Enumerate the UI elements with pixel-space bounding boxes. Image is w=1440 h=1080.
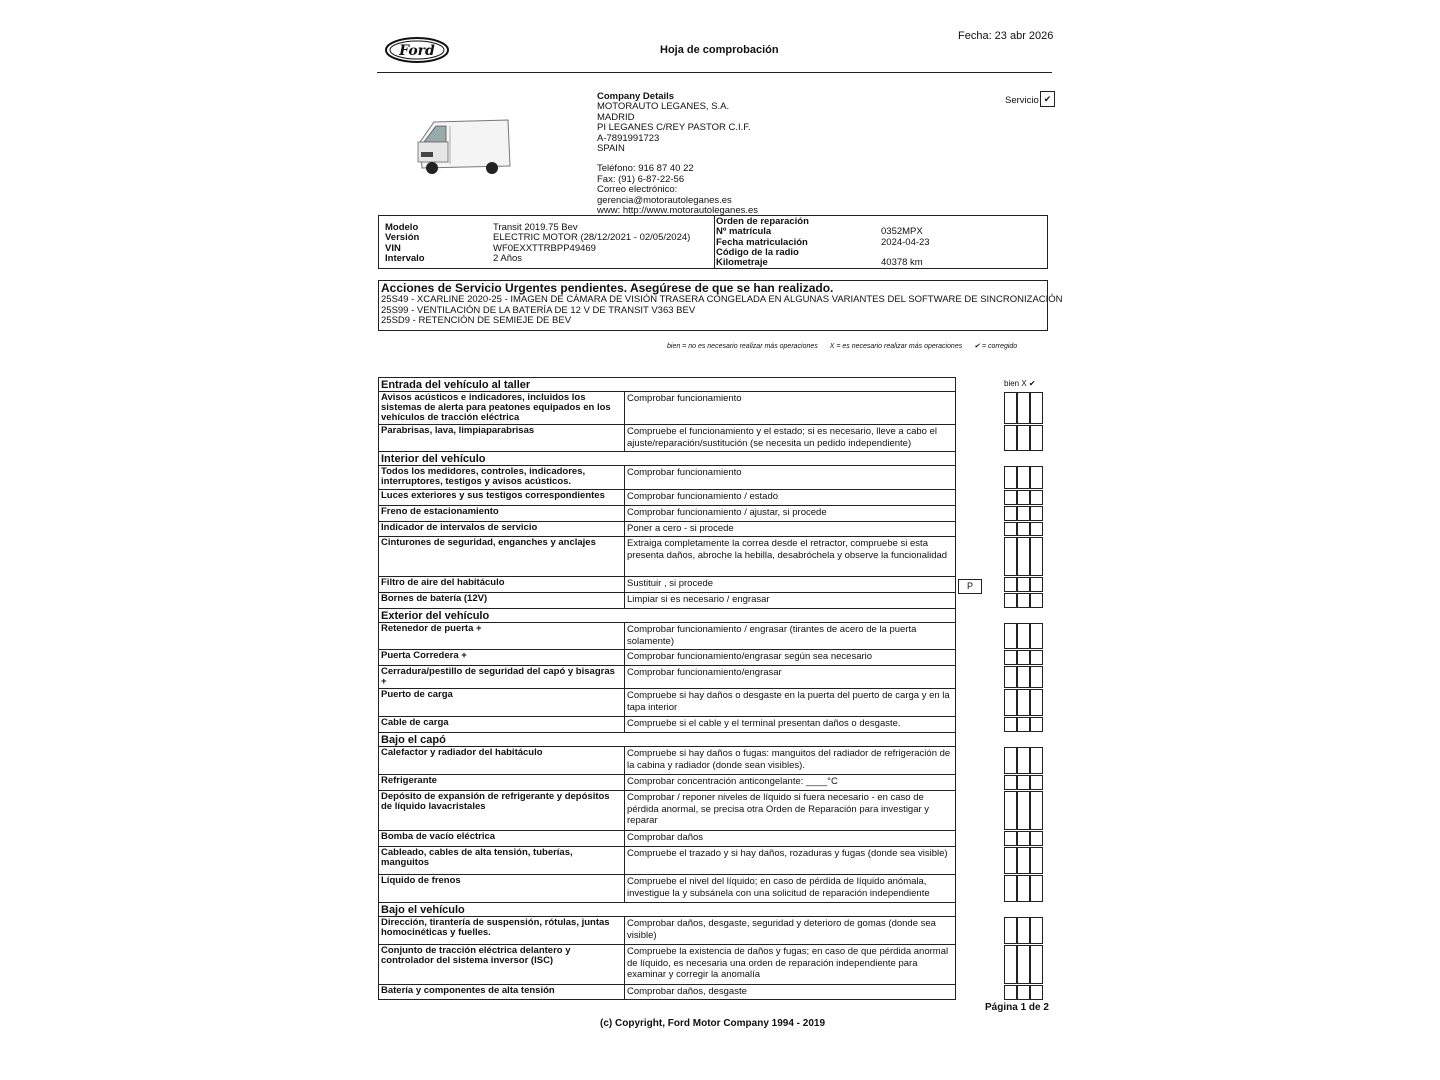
check-cell[interactable] (1017, 466, 1030, 489)
check-cell[interactable] (1004, 945, 1017, 984)
check-cell[interactable] (1030, 717, 1043, 732)
check-cell[interactable] (1017, 425, 1030, 451)
item-label: Retenedor de puerta + (379, 623, 625, 649)
interval-label: Intervalo (385, 252, 425, 264)
table-row (378, 716, 956, 732)
table-row (378, 665, 956, 688)
check-cell[interactable] (1030, 522, 1043, 536)
header-divider (377, 72, 1052, 73)
table-row (378, 688, 956, 716)
check-cell[interactable] (1017, 831, 1030, 846)
item-label: Parabrisas, lava, limpiaparabrisas (379, 425, 625, 451)
check-cell[interactable] (1004, 650, 1017, 665)
urgent-action-item: 25S49 - XCARLINE 2020-25 - IMAGEN DE CÁMARA DE VISIÓN TRASERA CONGELADA EN ALGUNAS VARIANTES DEL SOFTWARE DE SINCRONIZACIÓN (381, 294, 1063, 305)
mileage-label: Kilometraje (716, 257, 768, 269)
check-cell[interactable] (1030, 917, 1043, 944)
registration-date-value: 2024-04-23 (881, 236, 930, 248)
company-fax: Fax: (91) 6-87-22-56 (597, 173, 685, 185)
vehicle-values (493, 223, 690, 264)
check-cell[interactable] (1004, 490, 1017, 505)
table-row (378, 622, 956, 649)
company-line: PI LEGANES C/REY PASTOR C.I.F. (597, 122, 751, 134)
item-action: Comprobar concentración anticongelante: ____°C (627, 776, 838, 787)
check-cell[interactable] (1004, 791, 1017, 830)
item-action: Compruebe si hay daños o fugas: manguitos del radiador de refrigeración de la cabina y radiador (donde sean visibles). (627, 748, 951, 771)
item-action: Comprobar daños (627, 832, 704, 843)
page-number: Página 1 de 2 (985, 1002, 1049, 1013)
check-cell[interactable] (1017, 522, 1030, 536)
check-cell[interactable] (1017, 506, 1030, 521)
item-action: Compruebe el funcionamiento y el estado; si es necesario, lleve a cabo el ajuste/reparación/sustitución (se necesita un pedido independiente) (627, 426, 937, 449)
item-action: Poner a cero - si procede (627, 523, 734, 534)
urgent-action-item: 25SD9 - RETENCIÓN DE SEMIEJE DE BEV (381, 315, 572, 326)
check-cell[interactable] (1017, 593, 1030, 608)
urgent-actions-heading: Acciones de Servicio Urgentes pendientes. Asegúrese de que se han realizado. (381, 281, 834, 295)
item-label: Avisos acústicos e indicadores, incluidos los sistemas de alerta para peatones equipados en los vehículos de tracción eléctrica (379, 392, 625, 424)
check-cell[interactable] (1004, 847, 1017, 874)
legend-x: X = es necesario realizar más operaciones (829, 343, 963, 350)
item-label: Indicador de intervalos de servicio (379, 522, 625, 536)
check-cell[interactable] (1017, 917, 1030, 944)
check-cell[interactable] (1030, 747, 1043, 774)
check-cell[interactable] (1030, 506, 1043, 521)
item-label: Batería y componentes de alta tensión (379, 985, 625, 999)
table-row (378, 874, 956, 902)
date: Fecha: 23 abr 2026 (958, 30, 1054, 42)
urgent-actions-box (378, 280, 1063, 331)
check-cell[interactable] (1030, 945, 1043, 984)
check-cell[interactable] (1030, 623, 1043, 649)
table-row (378, 774, 956, 790)
item-label: Filtro de aire del habitáculo (379, 577, 625, 592)
check-cell[interactable] (1017, 945, 1030, 984)
check-cell[interactable] (1004, 831, 1017, 846)
item-label: Cinturones de seguridad, enganches y anclajes (379, 537, 625, 576)
table-row (378, 944, 956, 984)
item-action: Comprobar funcionamiento / engrasar (tirantes de acero de la puerta solamente) (627, 624, 917, 647)
check-cell[interactable] (1004, 392, 1017, 424)
item-label: Cableado, cables de alta tensión, tuberías, manguitos (379, 847, 625, 874)
check-cell[interactable] (1004, 875, 1017, 902)
plate-label: Nº matrícula (716, 226, 772, 238)
item-action: Compruebe si hay daños o desgaste en la puerta del puerto de carga y en la tapa interior (627, 690, 950, 713)
version-label: Versión (385, 232, 420, 244)
item-action: Comprobar funcionamiento/engrasar según sea necesario (627, 651, 873, 662)
item-action: Comprobar funcionamiento / estado (627, 491, 779, 502)
check-cell[interactable] (1030, 831, 1043, 846)
item-action: Comprobar / reponer niveles de líquido si fuera necesario - en caso de pérdida anormal, se precisa otra Orden de Reparación para investigar y reparar (627, 792, 930, 826)
check-cell[interactable] (1030, 392, 1043, 424)
legend-ok: bien = no es necesario realizar más operaciones (667, 343, 818, 350)
check-cell[interactable] (1030, 985, 1043, 1000)
check-cell[interactable] (1004, 577, 1017, 592)
check-cell[interactable] (1004, 717, 1017, 732)
vehicle-labels (385, 223, 425, 264)
check-cell[interactable] (1004, 747, 1017, 774)
item-action: Compruebe si el cable y el terminal presentan daños o desgaste. (627, 718, 901, 729)
item-action: Comprobar funcionamiento / ajustar, si procede (627, 507, 827, 518)
mark-column (1004, 0, 1050, 1000)
servicio-checkbox[interactable]: ✔ (1040, 91, 1055, 107)
check-cell[interactable] (1017, 875, 1030, 902)
table-row (378, 790, 956, 830)
item-action: Comprobar daños, desgaste (627, 986, 747, 997)
check-cell[interactable] (1030, 666, 1043, 688)
table-row (378, 592, 956, 608)
table-row (378, 746, 956, 774)
item-action: Compruebe el nivel del líquido; en caso de pérdida de líquido anómala, investigue la y subsánela con una solicitud de reparación independiente (627, 876, 930, 899)
item-label: Todos los medidores, controles, indicadores, interruptores, testigos y avisos acústicos. (379, 466, 625, 489)
check-cell[interactable] (1030, 689, 1043, 716)
item-label: Cerradura/pestillo de seguridad del capó y bisagras + (379, 666, 625, 688)
vin-value: WF0EXXTTRBPP49469 (493, 242, 596, 254)
urgent-action-item: 25S99 - VENTILACIÓN DE LA BATERÍA DE 12 V DE TRANSIT V363 BEV (381, 304, 696, 316)
check-cell[interactable] (1017, 791, 1030, 830)
item-action: Comprobar funcionamiento (627, 467, 742, 478)
legend-corrected: ✔ = corregido (974, 343, 1018, 350)
servicio-label: Servicio (1005, 95, 1039, 106)
check-cell[interactable] (1030, 847, 1043, 874)
table-row (378, 424, 956, 451)
check-cell[interactable] (1004, 775, 1017, 790)
repair-values (881, 217, 930, 268)
check-cell[interactable] (1004, 666, 1017, 688)
legend (667, 342, 1027, 350)
model-value: Transit 2019.75 Bev (493, 222, 578, 233)
item-label: Puerto de carga (379, 689, 625, 716)
check-cell[interactable] (1017, 392, 1030, 424)
vehicle-info-box (378, 215, 1048, 269)
item-action: Compruebe el trazado y si hay daños, rozaduras y fugas (donde sea visible) (627, 848, 948, 859)
checklist-table (378, 377, 956, 1000)
check-cell[interactable] (1017, 490, 1030, 505)
company-line: A-7891991723 (597, 132, 660, 144)
check-cell[interactable] (1017, 623, 1030, 649)
company-details-heading: Company Details (597, 91, 675, 102)
vin-label: VIN (385, 242, 401, 254)
check-cell[interactable] (1030, 577, 1043, 592)
section-header: Exterior del vehículo (378, 608, 956, 622)
item-action: Extraiga completamente la correa desde el retractor, compruebe si esta presenta daños, abroche la hebilla, desabróchela y observe la funcionalidad (627, 538, 948, 561)
check-cell[interactable] (1004, 506, 1017, 521)
table-row (378, 649, 956, 665)
page-title: Hoja de comprobación (660, 44, 779, 56)
company-details (597, 92, 857, 216)
check-cell[interactable] (1004, 522, 1017, 536)
check-cell[interactable] (1004, 689, 1017, 716)
section-header: Bajo el vehículo (378, 902, 956, 916)
interval-value: 2 Años (493, 252, 523, 264)
table-row (378, 505, 956, 521)
item-action: Comprobar daños, desgaste, seguridad y deterioro de gomas (donde sea visible) (627, 918, 936, 941)
check-cell[interactable] (1004, 985, 1017, 1000)
item-label: Luces exteriores y sus testigos correspondientes (379, 490, 625, 505)
mark-column-header: bien X ✔ (1004, 379, 1036, 388)
item-label: Dirección, tirantería de suspensión, rótulas, juntas homocinéticas y fuelles. (379, 917, 625, 944)
section-header: Entrada del vehículo al taller (378, 377, 956, 391)
item-action: Comprobar funcionamiento/engrasar (627, 667, 782, 678)
check-cell[interactable] (1004, 537, 1017, 576)
table-row (378, 576, 956, 592)
section-header: Bajo el capó (378, 732, 956, 746)
item-label: Puerta Corredera + (379, 650, 625, 665)
model-label: Modelo (385, 222, 419, 233)
item-label: Bornes de batería (12V) (379, 593, 625, 608)
company-line: MOTORAUTO LEGANES, S.A. (597, 101, 730, 113)
table-row (378, 536, 956, 576)
van-image (412, 112, 516, 180)
check-cell[interactable] (1030, 775, 1043, 790)
item-action: Comprobar funcionamiento (627, 393, 742, 404)
table-row (378, 489, 956, 505)
check-cell[interactable] (1017, 985, 1030, 1000)
check-cell[interactable] (1017, 747, 1030, 774)
check-cell[interactable] (1030, 425, 1043, 451)
company-line: SPAIN (597, 143, 625, 155)
check-cell[interactable] (1017, 537, 1030, 576)
check-cell[interactable] (1017, 577, 1030, 592)
check-cell[interactable] (1017, 775, 1030, 790)
check-cell[interactable] (1030, 466, 1043, 489)
mileage-value: 40378 km (881, 257, 923, 269)
check-cell[interactable] (1017, 666, 1030, 688)
table-row (378, 846, 956, 874)
radio-code-label: Código de la radio (716, 246, 799, 258)
ford-logo (384, 36, 450, 64)
check-cell[interactable] (1030, 791, 1043, 830)
version-value: ELECTRIC MOTOR (28/12/2021 - 02/05/2024) (493, 232, 691, 244)
item-label: Depósito de expansión de refrigerante y depósitos de líquido lavacristales (379, 791, 625, 830)
repair-labels (716, 217, 809, 268)
company-email-label: Correo electrónico: (597, 184, 678, 196)
item-label: Freno de estacionamiento (379, 506, 625, 521)
table-row (378, 465, 956, 489)
item-label: Bomba de vacío eléctrica (379, 831, 625, 846)
registration-date-label: Fecha matriculación (716, 236, 808, 248)
check-cell[interactable] (1017, 717, 1030, 732)
table-row (378, 830, 956, 846)
check-cell[interactable] (1017, 689, 1030, 716)
item-label: Refrigerante (379, 775, 625, 790)
table-row (378, 984, 956, 1000)
company-line: MADRID (597, 111, 635, 123)
company-web: www: http://www.motorautoleganes.es (597, 205, 759, 217)
svg-text:Ford: Ford (399, 43, 435, 59)
item-label: Conjunto de tracción eléctrica delantero y controlador del sistema inversor (ISC) (379, 945, 625, 984)
company-phone: Teléfono: 916 87 40 22 (597, 163, 694, 175)
item-action: Limpiar si es necesario / engrasar (627, 594, 770, 605)
check-cell[interactable] (1030, 490, 1043, 505)
section-header: Interior del vehículo (378, 451, 956, 465)
check-cell[interactable] (1004, 425, 1017, 451)
vehicle-box-divider (714, 216, 715, 268)
check-cell[interactable] (1017, 847, 1030, 874)
plate-value: 0352MPX (881, 226, 923, 238)
table-row (378, 916, 956, 944)
repair-order-label: Orden de reparación (716, 216, 809, 227)
item-label: Líquido de frenos (379, 875, 625, 902)
item-label: Calefactor y radiador del habitáculo (379, 747, 625, 774)
table-row (378, 521, 956, 536)
check-cell[interactable] (1004, 466, 1017, 489)
check-cell[interactable] (1030, 650, 1043, 665)
item-action: Sustituir , si procede (627, 578, 714, 589)
check-cell[interactable] (1030, 875, 1043, 902)
check-cell[interactable] (1030, 537, 1043, 576)
check-cell[interactable] (1017, 650, 1030, 665)
check-cell[interactable] (1004, 917, 1017, 944)
check-cell[interactable] (1004, 593, 1017, 608)
item-action: Compruebe la existencia de daños y fugas; en caso de que pérdida anormal de líquido, es necesaria una orden de reparación independiente para examinar y corregir la anomalía (627, 946, 949, 980)
company-email: gerencia@motorautoleganes.es (597, 194, 732, 206)
item-label: Cable de carga (379, 717, 625, 732)
table-row (378, 391, 956, 424)
check-cell[interactable] (1004, 623, 1017, 649)
check-cell[interactable] (1030, 593, 1043, 608)
copyright: (c) Copyright, Ford Motor Company 1994 - 2019 (600, 1018, 826, 1029)
p-box: P (958, 579, 982, 594)
